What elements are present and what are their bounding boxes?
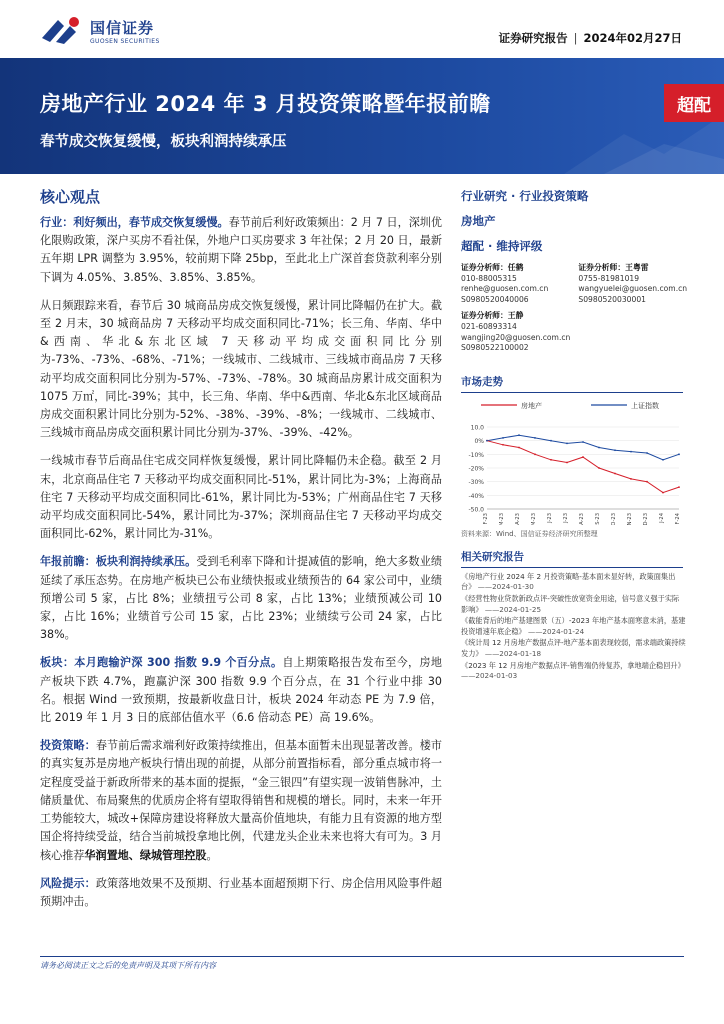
analyst-role: 证券分析师： — [461, 311, 508, 321]
report-meta: 证券研究报告 | 2024年02月27日 — [498, 31, 682, 45]
related-research-title: 相关研究报告 — [461, 549, 683, 568]
analyst-email[interactable]: wangyuelei@guosen.com.cn — [578, 284, 688, 294]
legend-label: 上证指数 — [631, 401, 659, 410]
y-tick-label: -20% — [468, 465, 484, 473]
report-subtitle: 春节成交恢复缓慢，板块利润持续承压 — [40, 134, 287, 150]
paragraph-risk — [40, 875, 442, 911]
analyst-phone: 010-88005315 — [461, 273, 517, 283]
related-item-date: ——2024-01-25 — [484, 604, 542, 614]
paragraph-tracking — [40, 297, 442, 443]
report-type: 证券研究报告 — [498, 31, 568, 45]
industry-rating: 超配 · 维持评级 — [461, 239, 543, 253]
section-title: 核心观点 — [40, 188, 101, 206]
x-tick-label: N-23 — [627, 512, 633, 525]
footer-disclaimer: 请务必阅读正文之后的免责声明及其项下所有内容 — [40, 961, 216, 970]
x-tick-label: S-23 — [595, 512, 601, 525]
chart-source: 资料来源：Wind、国信证券经济研究所整理 — [461, 529, 598, 538]
x-tick-label: M-23 — [499, 512, 505, 525]
related-item-title: 《统计局 12 月房地产数据点评-地产基本面表现较弱，需求端政策持续发力》 — [461, 638, 686, 658]
data-point-index — [662, 459, 664, 461]
data-point-index — [630, 450, 632, 452]
report-date: 2024年02月27日 — [583, 31, 682, 45]
data-point-realestate — [614, 472, 616, 474]
analyst-role: 证券分析师： — [461, 263, 508, 272]
analyst-name: 任鹤 — [507, 263, 524, 272]
data-point-realestate — [646, 481, 648, 483]
market-trend-title: 市场走势 — [461, 374, 683, 393]
y-tick-label: -30% — [468, 478, 484, 486]
data-point-index — [534, 437, 536, 439]
analyst-card — [461, 263, 570, 305]
paragraph-text: 春节前后需求端利好政策持续推出，但基本面暂未出现显著改善。楼市的真实复苏是房地产板块行情出现的前提，从部分前置指标看，部分重点城市将一定程度受益于新政所带来的基本面的提振，“金三银四”有望实现一波销售脉冲，土储质量优、布局聚焦的优质房企将有望取得销售和规模的增长。同时，未来一年开工势能较大，城改+保障房建设将释放大量高价值地块，有能力且有资源的地方型国企将持续受益，结合当前城投拿地比例，代建龙头企业未来也将大有可为。3 月核心推荐 — [40, 739, 442, 862]
related-item[interactable] — [461, 638, 686, 659]
core-views — [40, 188, 442, 921]
series-line-realestate — [487, 440, 679, 492]
analyst-card — [578, 263, 687, 305]
y-tick-label: -40% — [468, 492, 484, 500]
analyst-cert: S0980520030001 — [578, 294, 647, 304]
analyst-name: 王静 — [507, 311, 524, 321]
data-point-realestate — [566, 461, 568, 463]
report-title: 房地产行业 2024 年 3 月投资策略暨年报前瞻 — [40, 92, 491, 116]
x-tick-label: J-23 — [563, 512, 569, 523]
paragraph-preview — [40, 553, 442, 644]
analyst-name: 王粤雷 — [625, 263, 649, 272]
data-point-realestate — [678, 486, 680, 488]
data-point-index — [598, 446, 600, 448]
related-item-date: ——2024-01-03 — [461, 671, 518, 681]
x-tick-label: A-23 — [579, 512, 585, 525]
x-tick-label: J-24 — [659, 512, 665, 523]
data-point-realestate — [598, 467, 600, 469]
related-item-date: ——2024-01-30 — [477, 582, 534, 592]
data-point-index — [678, 453, 680, 455]
paragraph-lead: 板块：本月跑输沪深 300 指数 9.9 个百分点。 — [40, 656, 283, 670]
logo-icon — [40, 16, 84, 46]
related-item-title: 《经营性物业贷款新政点评-突破性放宽资金用途，信号意义强于实际影响》 — [461, 593, 680, 614]
paragraph-text: 一线城市春节后商品住宅成交同样恢复缓慢，累计同比降幅仍未企稳。截至 2 月末，北京商品住宅 7 天移动平均成交面积同比-51%，累计同比为-3%；上海商品住宅 7 天移动平均成交面积同比-61%，累计同比为-53%；广州商品住宅 7 天移动平均成交面积同比-54%，累计同比为-37%；深圳商品住宅 7 天移动平均成交面积同比-62%，累计同比为-31%。 — [40, 454, 442, 541]
analyst-card — [461, 311, 570, 353]
related-item[interactable] — [461, 594, 686, 615]
analyst-phone: 0755-81981019 — [578, 273, 640, 283]
related-item-date: ——2024-01-18 — [484, 648, 542, 658]
sidebar — [461, 188, 686, 683]
data-point-index — [550, 440, 552, 442]
data-point-realestate — [550, 459, 552, 461]
title-banner — [0, 58, 724, 174]
paragraph-lead: 风险提示： — [40, 876, 96, 890]
paragraph-lead: 年报前瞻：板块利润持续承压。 — [40, 555, 197, 569]
related-item-title: 《截能背后的地产基建图景（五）-2023 年地产基本面寒意未消，基建投资增速年底企稳》 — [461, 616, 686, 636]
related-item[interactable] — [461, 572, 686, 593]
data-point-realestate — [502, 444, 504, 446]
series-line-index — [487, 435, 679, 460]
data-point-index — [566, 442, 568, 444]
recommended-stocks: 华润置地、绿城管理控股 — [84, 848, 207, 862]
data-point-index — [646, 452, 648, 454]
related-item[interactable] — [461, 661, 686, 682]
paragraph-tier1 — [40, 452, 442, 543]
related-item-date: ——2024-01-24 — [528, 626, 585, 636]
analyst-phone: 021-60893314 — [461, 321, 517, 331]
x-tick-label: D-23 — [643, 512, 649, 525]
paragraph-strategy — [40, 737, 442, 864]
related-item-title: 《房地产行业 2024 年 2 月投资策略-基本面未显好转，政策面集出台》 — [461, 571, 676, 592]
footer-divider — [40, 956, 684, 957]
related-research-list — [461, 572, 686, 682]
paragraph-lead: 投资策略： — [40, 739, 96, 753]
analyst-email[interactable]: wangjing20@guosen.com.cn — [461, 332, 571, 342]
data-point-index — [582, 441, 584, 443]
logo-name-cn: 国信证券 — [90, 19, 155, 37]
data-point-realestate — [582, 456, 584, 458]
data-point-index — [518, 434, 520, 436]
x-tick-label: F-24 — [675, 512, 681, 525]
y-tick-label: 0% — [474, 437, 484, 445]
data-point-index — [614, 449, 616, 451]
paragraph-text: 自上期策略报告发布至今，房地产板块下跌 4.7%，跑赢沪深 300 指数 9.9 个百分点，在 31 个行业中排 30 名。根据 Wind 一致预期，按最新收盘日计，板块 2024 年动态 PE 为 7.9 倍，比 2019 年 1 月 3 日的底部估值水平（6.6 倍动态 PE）高 19.6%。 — [40, 656, 442, 725]
paragraph-end: 。 — [206, 848, 218, 862]
paragraph-industry — [40, 214, 442, 287]
logo-name-en: GUOSEN SECURITIES — [90, 38, 160, 45]
paragraph-text: 受到毛利率下降和计提减值的影响，绝大多数业绩延续了承压态势。在房地产板块已公布业绩快报或业绩预告的 64 家公司中，业绩预增公司 5 家，占比 8%；业绩扭亏公司 8 家，占比 13%；业绩预减公司 10 家，占比 16%；业绩首亏公司 15 家，占比 23%；业绩续亏公司 24 家，占比 38%。 — [40, 555, 442, 642]
paragraph-text: 春节前后利好政策频出：2 月 7 日，深圳优化限购政策，深户买房不看社保，外地户口买房要求 3 年社保；2 月 20 日，最新五年期 LPR 调整为 3.95%，较前期下降 25bp，至此北上广深首套贷款利率分别下调为 4.05%、3.85%、3.85%、3.85%。 — [40, 216, 442, 284]
paragraph-text: 政策落地效果不及预期、行业基本面超预期下行、房企信用风险事件超预期冲击。 — [40, 876, 442, 908]
data-point-realestate — [662, 491, 664, 493]
x-tick-label: F-23 — [483, 512, 489, 525]
analyst-list — [461, 263, 686, 360]
analyst-email[interactable]: renhe@guosen.com.cn — [461, 284, 549, 294]
x-tick-label: O-23 — [611, 512, 617, 525]
analyst-cert: S0980522100002 — [461, 343, 529, 353]
paragraph-text: 从日频跟踪来看，春节后 30 城商品房成交恢复缓慢，累计同比降幅仍在扩大。截至 2 月末，30 城商品房 7 天移动平均成交面积同比-71%；长三角、华南、华中&西南、华北&东北区域 7 天移动平均成交面积同比分别为-73%、-73%、-68%、-71%；一线城市、二线城市、三线城市商品房 7 天移动平均成交面积同比分别为-57%、-73%、-78%。30 城商品房累计成交面积为 1075 万㎡，同比-39%；其中，长三角、华南、华中&西南、华北&东北区域商品房成交面积累计同比分别为-52%、-38%、-39%、-8%；一线城市、二线城市、三线城市商品房成交面积累计同比分别为-37%、-39%、-42%。 — [40, 298, 442, 440]
y-tick-label: 10.0 — [470, 424, 484, 432]
page-header — [0, 0, 724, 58]
x-tick-label: J-23 — [547, 512, 553, 523]
data-point-realestate — [534, 453, 536, 455]
analyst-cert: S0980520040006 — [461, 294, 529, 304]
industry-name: 房地产 — [461, 214, 496, 228]
market-trend-chart — [461, 397, 686, 525]
rating-badge: 超配 — [664, 84, 724, 122]
analyst-role: 证券分析师： — [578, 263, 626, 272]
legend-label: 房地产 — [521, 401, 542, 410]
data-point-index — [486, 440, 488, 442]
paragraph-lead: 行业：利好频出，春节成交恢复缓慢。 — [40, 216, 229, 229]
related-item[interactable] — [461, 616, 686, 637]
company-logo — [40, 16, 160, 46]
report-category: 行业研究 · 行业投资策略 — [461, 189, 589, 203]
banner-decoration — [564, 114, 724, 174]
related-item-title: 《2023 年 12 月房地产数据点评-销售端仍待复苏，拿地端企稳回升》 — [461, 660, 685, 670]
y-tick-label: -10% — [468, 451, 484, 459]
data-point-realestate — [630, 478, 632, 480]
trend-chart-svg — [461, 397, 686, 525]
data-point-realestate — [518, 446, 520, 448]
y-tick-label: -50.0 — [468, 506, 484, 514]
data-point-index — [502, 437, 504, 439]
x-tick-label: M-23 — [531, 512, 537, 525]
paragraph-sector — [40, 654, 442, 727]
x-tick-label: A-23 — [515, 512, 521, 525]
